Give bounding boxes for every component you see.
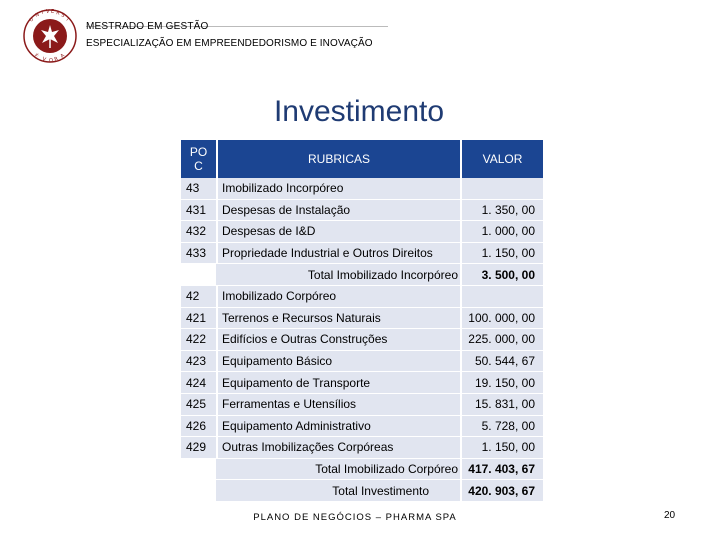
row-desc: Ferramentas e Utensílios xyxy=(222,397,357,412)
row-value: 1. 350, 00 xyxy=(481,202,535,217)
row-code: 423 xyxy=(186,354,207,369)
table-row xyxy=(181,372,543,394)
header-code: PO C xyxy=(181,140,216,178)
table-row xyxy=(181,308,543,330)
row-code: 426 xyxy=(186,418,207,433)
row-code: 422 xyxy=(186,332,207,347)
section-code: 42 xyxy=(186,289,200,304)
table-row xyxy=(181,200,543,222)
row-code: 433 xyxy=(186,246,207,261)
total-value: 417. 403, 67 xyxy=(468,462,535,477)
svg-text:I: I xyxy=(41,9,44,16)
table-row xyxy=(181,416,543,438)
row-value: 5. 728, 00 xyxy=(481,418,535,433)
table-row xyxy=(181,221,543,243)
section-row-tangible xyxy=(181,286,543,308)
row-desc: Equipamento Básico xyxy=(222,354,333,369)
row-code: 432 xyxy=(186,224,207,239)
footer-text: PLANO DE NEGÓCIOS – PHARMA SPA xyxy=(253,512,457,523)
header-rubricas: RUBRICAS xyxy=(218,140,460,178)
row-code: 421 xyxy=(186,310,207,325)
section-code: 43 xyxy=(186,181,200,196)
total-label: Total Imobilizado Corpóreo xyxy=(315,462,458,477)
investment-table xyxy=(181,140,543,502)
svg-text:I: I xyxy=(64,16,70,23)
grand-total-value: 420. 903, 67 xyxy=(468,483,535,498)
row-value: 225. 000, 00 xyxy=(468,332,535,347)
row-code: 425 xyxy=(186,397,207,412)
total-row-tangible xyxy=(181,459,543,481)
svg-text:S: S xyxy=(60,12,66,20)
row-desc: Equipamento Administrativo xyxy=(222,418,371,433)
svg-text:R: R xyxy=(55,10,61,17)
slide-title: Investimento xyxy=(273,95,445,128)
row-value: 15. 831, 00 xyxy=(474,397,535,412)
row-desc: Terrenos e Recursos Naturais xyxy=(222,310,381,325)
svg-text:R: R xyxy=(53,56,59,63)
total-row-intangible xyxy=(181,264,543,286)
section-label: Imobilizado Corpóreo xyxy=(222,289,337,304)
svg-text:V: V xyxy=(46,9,50,15)
section-label: Imobilizado Incorpóreo xyxy=(222,181,344,196)
row-value: 100. 000, 00 xyxy=(468,310,535,325)
svg-text:E: E xyxy=(51,9,55,15)
row-desc: Outras Imobilizações Corpóreas xyxy=(222,440,394,455)
svg-text:U: U xyxy=(28,16,36,24)
header-program: MESTRADO EM GESTÃO xyxy=(86,21,209,32)
svg-text:V: V xyxy=(41,56,47,64)
row-desc: Edifícios e Outras Construções xyxy=(222,332,388,347)
svg-text:N: N xyxy=(34,11,41,19)
svg-text:A: A xyxy=(59,52,66,60)
row-value: 19. 150, 00 xyxy=(474,375,535,390)
grand-total-label: Total Investimento xyxy=(332,483,429,498)
section-row-intangible xyxy=(181,178,543,200)
row-desc: Equipamento de Transporte xyxy=(222,375,371,390)
table-row xyxy=(181,351,543,373)
table-row xyxy=(181,243,543,265)
row-desc: Despesas de I&D xyxy=(222,224,316,239)
row-value: 1. 000, 00 xyxy=(481,224,535,239)
row-value: 1. 150, 00 xyxy=(481,440,535,455)
table-row xyxy=(181,394,543,416)
svg-text:O: O xyxy=(49,58,53,64)
row-value: 50. 544, 67 xyxy=(474,354,535,369)
grand-total-row xyxy=(181,480,543,502)
table-row xyxy=(181,329,543,351)
header-specialization: ESPECIALIZAÇÃO EM EMPREENDEDORISMO E INOVAÇÃO xyxy=(86,38,373,49)
total-value: 3. 500, 00 xyxy=(481,267,535,282)
header-valor: VALOR xyxy=(462,140,543,178)
svg-text:É: É xyxy=(32,52,40,60)
university-seal-logo xyxy=(22,8,78,64)
row-code: 429 xyxy=(186,440,207,455)
row-code: 431 xyxy=(186,202,207,217)
table-row xyxy=(181,437,543,459)
row-desc: Propriedade Industrial e Outros Direitos xyxy=(222,246,433,261)
row-desc: Despesas de Instalação xyxy=(222,202,351,217)
page-number: 20 xyxy=(664,510,676,521)
row-value: 1. 150, 00 xyxy=(481,246,535,261)
table-header-row xyxy=(181,140,543,178)
row-code: 424 xyxy=(186,375,207,390)
total-label: Total Imobilizado Incorpóreo xyxy=(307,267,458,282)
